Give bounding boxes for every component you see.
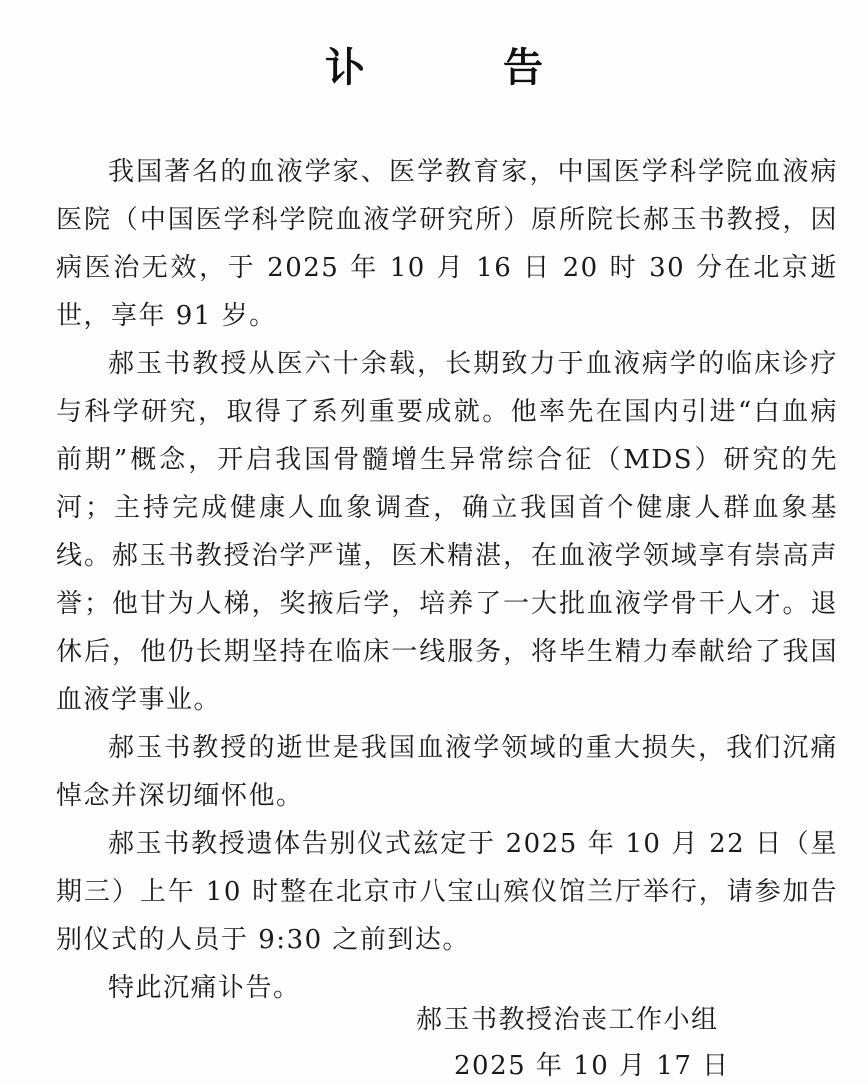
signature-organization: 郝玉书教授治丧工作小组 <box>416 1005 719 1035</box>
paragraph-announcement: 我国著名的血液学家、医学教育家，中国医学科学院血液病医院（中国医学科学院血液学研究所）原所院长郝玉书教授，因病医治无效，于 2025 年 10 月 16 日 20 时 30 分在北京逝世，享年 91 岁。 <box>56 157 838 331</box>
paragraph-career: 郝玉书教授从医六十余载，长期致力于血液病学的临床诊疗与科学研究，取得了系列重要成就。他率先在国内引进“白血病前期”概念，开启我国骨髓增生异常综合征（MDS）研究的先河；主持完成健康人血象调查，确立我国首个健康人群血象基线。郝玉书教授治学严谨，医术精湛，在血液学领域享有崇高声誉；他甘为人梯，奖掖后学，培养了一大批血液学骨干人才。退休后，他仍长期坚持在临床一线服务，将毕生精力奉献给了我国血液学事业。 <box>56 349 838 715</box>
closing-line: 特此沉痛讣告。 <box>108 973 301 1003</box>
notice-body <box>56 148 838 1012</box>
paragraph-condolence: 郝玉书教授的逝世是我国血液学领域的重大损失，我们沉痛悼念并深切缅怀他。 <box>56 733 838 811</box>
notice-title: 讣 告 <box>325 44 605 91</box>
signature-date: 2025 年 10 月 17 日 <box>454 1051 730 1081</box>
paragraph-farewell-ceremony: 郝玉书教授遗体告别仪式兹定于 2025 年 10 月 22 日（星期三）上午 10 时整在北京市八宝山殡仪馆兰厅举行，请参加告别仪式的人员于 9:30 之前到达。 <box>56 829 838 955</box>
